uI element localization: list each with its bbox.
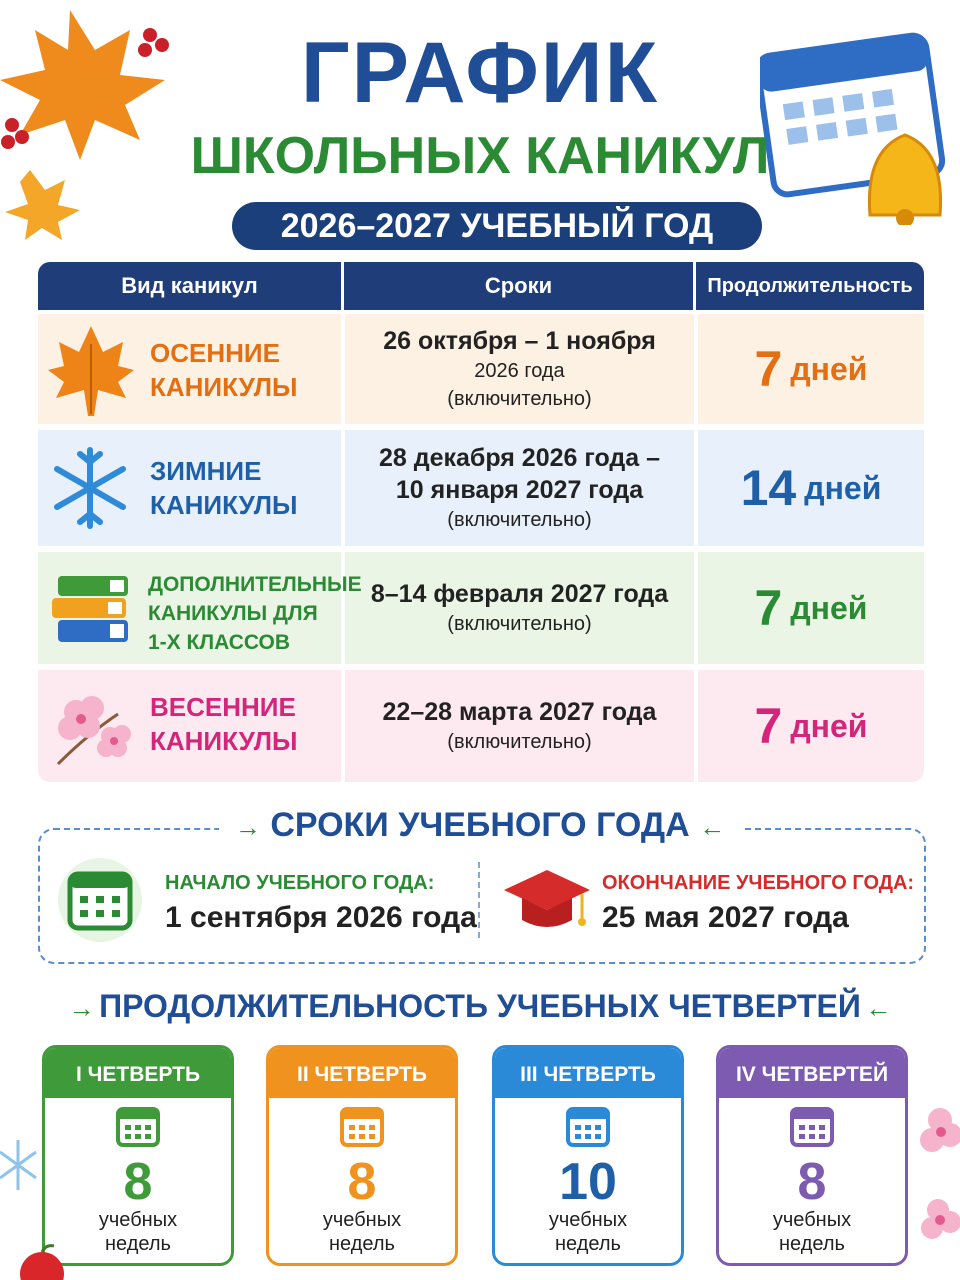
table-header xyxy=(38,262,924,310)
calendar-icon xyxy=(789,1104,835,1148)
quarter-unit: учебных xyxy=(548,1209,628,1231)
duration-number: 7 xyxy=(754,698,783,754)
holiday-type-label: КАНИКУЛЫ xyxy=(150,372,298,402)
table-row-autumn xyxy=(38,314,924,424)
graduation-cap-icon xyxy=(502,864,592,936)
apple-decoration xyxy=(12,1244,72,1280)
holiday-dates: 28 декабря 2026 года – xyxy=(378,444,661,472)
school-year-box xyxy=(38,828,926,964)
duration-unit: дней xyxy=(804,469,882,506)
column-header-dates: Сроки xyxy=(344,262,696,310)
start-value: 1 сентября 2026 года xyxy=(165,901,477,934)
holiday-type-label: ДОПОЛНИТЕЛЬНЫЕ xyxy=(148,573,362,596)
calendar-icon xyxy=(339,1104,385,1148)
quarter-unit: недель xyxy=(779,1233,845,1255)
duration-unit: дней xyxy=(790,589,868,626)
duration-number: 7 xyxy=(754,341,783,397)
end-label: ОКОНЧАНИЕ УЧЕБНОГО ГОДА: xyxy=(602,872,915,894)
holiday-dates: 26 октября – 1 ноября xyxy=(383,327,656,355)
page-subtitle: ШКОЛЬНЫХ КАНИКУЛ xyxy=(190,127,770,185)
school-year-badge: 2026–2027 УЧЕБНЫЙ ГОД xyxy=(232,202,762,250)
quarter-weeks: 10 xyxy=(559,1153,617,1211)
holiday-dates-note: (включительно) xyxy=(447,388,592,410)
quarter-unit: учебных xyxy=(98,1209,178,1231)
start-label: НАЧАЛО УЧЕБНОГО ГОДА: xyxy=(165,872,435,894)
flower-decoration xyxy=(910,1090,960,1270)
arrow-left-icon: ← xyxy=(865,993,892,1023)
holiday-type-label: ВЕСЕННИЕ xyxy=(150,692,296,722)
holiday-type-label: ОСЕННИЕ xyxy=(150,338,280,368)
quarter-unit: недель xyxy=(329,1233,395,1255)
duration-number: 7 xyxy=(754,580,783,636)
holiday-dates: 22–28 марта 2027 года xyxy=(382,698,657,726)
column-header-type: Вид каникул xyxy=(38,262,344,310)
holiday-type-label: КАНИКУЛЫ xyxy=(150,490,298,520)
holiday-dates: 8–14 февраля 2027 года xyxy=(370,580,669,608)
quarter-weeks: 8 xyxy=(123,1153,153,1211)
quarter-unit: недель xyxy=(555,1233,621,1255)
snowflake-decoration xyxy=(0,1130,40,1210)
quarter-card-4 xyxy=(716,1045,908,1266)
quarter-weeks: 8 xyxy=(347,1153,377,1211)
quarter-card-2 xyxy=(266,1045,458,1266)
quarter-card-1 xyxy=(42,1045,234,1266)
quarter-unit: недель xyxy=(105,1233,171,1255)
column-header-duration: Продолжительность xyxy=(707,274,913,297)
quarter-unit: учебных xyxy=(772,1209,852,1231)
arrow-right-icon: → xyxy=(68,993,95,1023)
holiday-type-label: КАНИКУЛЫ ДЛЯ xyxy=(148,602,318,625)
duration-number: 14 xyxy=(740,460,797,516)
duration-unit: дней xyxy=(790,707,868,744)
quarters-title: ПРОДОЛЖИТЕЛЬНОСТЬ УЧЕБНЫХ ЧЕТВЕРТЕЙ xyxy=(99,988,861,1024)
holiday-type-label: 1-Х КЛАССОВ xyxy=(148,631,291,654)
holiday-dates-note: (включительно) xyxy=(447,509,592,531)
quarter-label: IV ЧЕТВЕРТЕЙ xyxy=(719,1048,905,1098)
table-row-spring xyxy=(38,670,924,782)
holiday-dates-note: (включительно) xyxy=(447,613,592,635)
duration-unit: дней xyxy=(790,350,868,387)
holiday-type-label: КАНИКУЛЫ xyxy=(150,726,298,756)
quarter-weeks: 8 xyxy=(797,1153,827,1211)
arrow-right-icon: → xyxy=(234,812,261,842)
end-value: 25 мая 2027 года xyxy=(602,901,849,934)
school-year-title: СРОКИ УЧЕБНОГО ГОДА xyxy=(270,806,690,844)
holiday-dates-year: 2026 года xyxy=(474,360,565,382)
divider xyxy=(478,862,480,938)
holiday-type-label: ЗИМНИЕ xyxy=(150,456,262,486)
table-row-additional xyxy=(38,552,924,664)
cherry-blossom-icon xyxy=(48,684,136,770)
calendar-icon xyxy=(56,858,144,942)
calendar-icon xyxy=(565,1104,611,1148)
maple-leaf-icon xyxy=(48,324,134,416)
calendar-icon xyxy=(115,1104,161,1148)
quarter-card-3 xyxy=(492,1045,684,1266)
snowflake-icon xyxy=(48,446,132,530)
holiday-dates-note: (включительно) xyxy=(447,731,592,753)
table-row-winter xyxy=(38,430,924,546)
arrow-left-icon: ← xyxy=(699,812,726,842)
holiday-dates-end: 10 января 2027 года xyxy=(395,476,644,504)
quarter-label: I ЧЕТВЕРТЬ xyxy=(45,1048,231,1098)
quarter-label: III ЧЕТВЕРТЬ xyxy=(495,1048,681,1098)
quarter-label: II ЧЕТВЕРТЬ xyxy=(269,1048,455,1098)
books-icon xyxy=(48,574,134,646)
quarter-unit: учебных xyxy=(322,1209,402,1231)
page-title: ГРАФИК xyxy=(300,25,660,121)
